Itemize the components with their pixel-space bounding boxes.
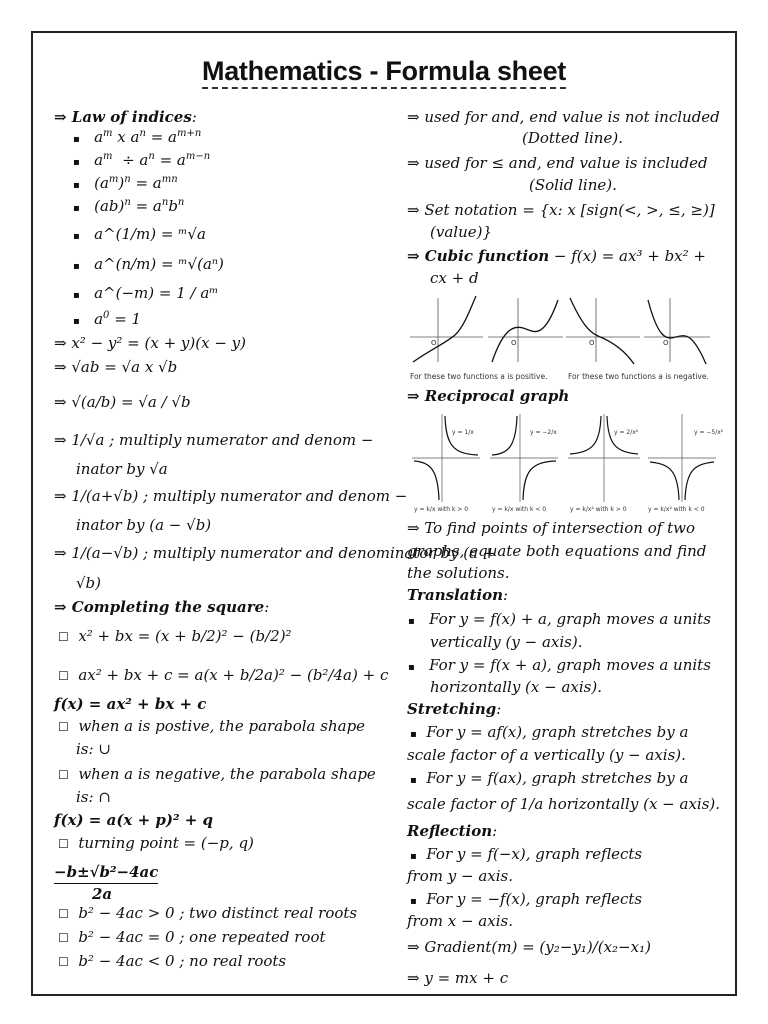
intersection-line1: ⇒ To find points of intersection of two: [407, 519, 695, 537]
rule-power: ▪ $(a^m)^n = a^{mn}$: [73, 174, 178, 192]
gradient-formula: ⇒ Gradient(m) = (y₂−y₁)/(x₂−x₁): [407, 938, 651, 956]
rationalise-1b: inator by √a: [76, 460, 168, 478]
sqrt-product: ⇒ √ab = √a x √b: [54, 358, 178, 376]
rationalise-3b: √b): [76, 574, 102, 592]
cubic-caption-positive: For these two functions a is positive.: [410, 372, 548, 381]
positive-a-line1: ☐ when a is postive, the parabola shape: [58, 717, 366, 735]
reciprocal-label-2: y = −2/x: [530, 429, 557, 436]
intersection-line3: the solutions.: [407, 564, 510, 582]
indices-heading: ⇒ Law of indices:: [54, 108, 197, 126]
rule-zero: ▪ $a^0 = 1$: [73, 310, 142, 328]
reflection-heading: Reflection:: [407, 822, 498, 840]
rationalise-2b: inator by (a − √b): [76, 516, 212, 534]
cubic-line1: ⇒ Cubic function − f(x) = ax³ + bx² +: [407, 247, 706, 265]
cubic-graphs: [408, 290, 712, 382]
reciprocal-caption-2: y = k/x with k < 0: [492, 506, 547, 513]
inequality-strict-line2: (Dotted line).: [522, 129, 623, 147]
cs-formula-1: ☐ x² + bx = (x + b/2)² − (b/2)²: [58, 627, 292, 645]
difference-of-squares: ⇒ x² − y² = (x + y)(x − y): [54, 334, 246, 352]
page-title: Mathematics - Formula sheet: [0, 56, 768, 87]
stretch-1-line2: scale factor of a vertically (y − axis).: [407, 746, 686, 764]
stretch-1-line1: ▪ For y = af(x), graph stretches by a: [410, 723, 689, 741]
vertex-form: f(x) = a(x + p)² + q: [54, 811, 214, 829]
stretch-2-line2: scale factor of 1/a horizontally (x − axis).: [407, 795, 721, 813]
translation-2-line1: ▪ For y = f(x + a), graph moves a units: [408, 656, 711, 674]
translation-1-line1: ▪ For y = f(x) + a, graph moves a units: [408, 610, 711, 628]
discriminant-positive: ☐ b² − 4ac > 0 ; two distinct real roots: [58, 904, 358, 922]
cubic-origin-2: O: [511, 339, 517, 347]
line-equation: ⇒ y = mx + c: [407, 969, 509, 987]
reciprocal-caption-1: y = k/x with k > 0: [414, 506, 469, 513]
reciprocal-caption-4: y = k/x² with k < 0: [648, 506, 705, 513]
rule-negative: ▪ a^(−m) = 1 / aᵐ: [73, 284, 219, 302]
cubic-origin-1: O: [431, 339, 437, 347]
cubic-origin-3: O: [589, 339, 595, 347]
rule-quotient: ▪ $a^m \div a^n = a^{m-n}$: [73, 151, 211, 169]
discriminant-negative: ☐ b² − 4ac < 0 ; no real roots: [58, 952, 287, 970]
sqrt-quotient: ⇒ √(a/b) = √a / √b: [54, 393, 191, 411]
quadratic-general: f(x) = ax² + bx + c: [54, 695, 207, 713]
quadratic-formula-numerator: −b±√b²−4ac: [54, 862, 158, 884]
cubic-origin-4: O: [663, 339, 669, 347]
inequality-inclusive-line1: ⇒ used for ≤ and, end value is included: [407, 154, 708, 172]
translation-2-line2: horizontally (x − axis).: [430, 678, 602, 696]
reciprocal-label-3: y = 2/x²: [614, 429, 639, 436]
cs-formula-2: ☐ ax² + bx + c = a(x + b/2a)² − (b²/4a) + c: [58, 666, 389, 684]
rule-root-power: ▪ a^(n/m) = ᵐ√(aⁿ): [73, 255, 224, 273]
translation-1-line2: vertically (y − axis).: [430, 633, 583, 651]
turning-point: ☐ turning point = (−p, q): [58, 834, 254, 852]
cubic-line2: cx + d: [430, 269, 479, 287]
rule-product-power: ▪ $(ab)^n = a^nb^n$: [73, 197, 185, 215]
cubic-caption-negative: For these two functions a is negative.: [568, 372, 709, 381]
reciprocal-heading: ⇒ Reciprocal graph: [407, 387, 570, 405]
inequality-strict-line1: ⇒ used for and, end value is not included: [407, 108, 720, 126]
inequality-inclusive-line2: (Solid line).: [529, 176, 617, 194]
reflection-2-line2: from x − axis.: [407, 912, 513, 930]
translation-heading: Translation:: [407, 586, 509, 604]
rationalise-1a: ⇒ 1/√a ; multiply numerator and denom −: [54, 431, 374, 449]
rationalise-3a: ⇒ 1/(a−√b) ; multiply numerator and denominator by (a +: [54, 544, 496, 562]
negative-a-line1: ☐ when a is negative, the parabola shape: [58, 765, 376, 783]
reciprocal-label-1: y = 1/x: [452, 429, 474, 436]
reflection-2-line1: ▪ For y = −f(x), graph reflects: [410, 890, 643, 908]
reflection-1-line1: ▪ For y = f(−x), graph reflects: [410, 845, 643, 863]
intersection-line2: graphs, equate both equations and find: [407, 542, 707, 560]
reciprocal-graphs: [408, 410, 724, 514]
set-notation-line2: (value)}: [430, 223, 492, 241]
rule-root: ▪ a^(1/m) = ᵐ√a: [73, 225, 206, 243]
reciprocal-label-4: y = −5/x²: [694, 429, 724, 436]
completing-square-heading: ⇒ Completing the square:: [54, 598, 270, 616]
positive-a-line2: is: ∪: [76, 740, 111, 758]
rationalise-2a: ⇒ 1/(a+√b) ; multiply numerator and denom −: [54, 487, 408, 505]
rule-product: ▪ $a^m$ x $a^n = a^{m+n}$: [73, 128, 202, 146]
set-notation-line1: ⇒ Set notation = {x: x [sign(<, >, ≤, ≥)]: [407, 201, 715, 219]
reciprocal-caption-3: y = k/x² with k > 0: [570, 506, 627, 513]
reflection-1-line2: from y − axis.: [407, 867, 513, 885]
stretching-heading: Stretching:: [407, 700, 502, 718]
discriminant-zero: ☐ b² − 4ac = 0 ; one repeated root: [58, 928, 326, 946]
quadratic-formula-denominator: 2a: [92, 885, 113, 903]
negative-a-line2: is: ∩: [76, 788, 111, 806]
stretch-2-line1: ▪ For y = f(ax), graph stretches by a: [410, 769, 689, 787]
